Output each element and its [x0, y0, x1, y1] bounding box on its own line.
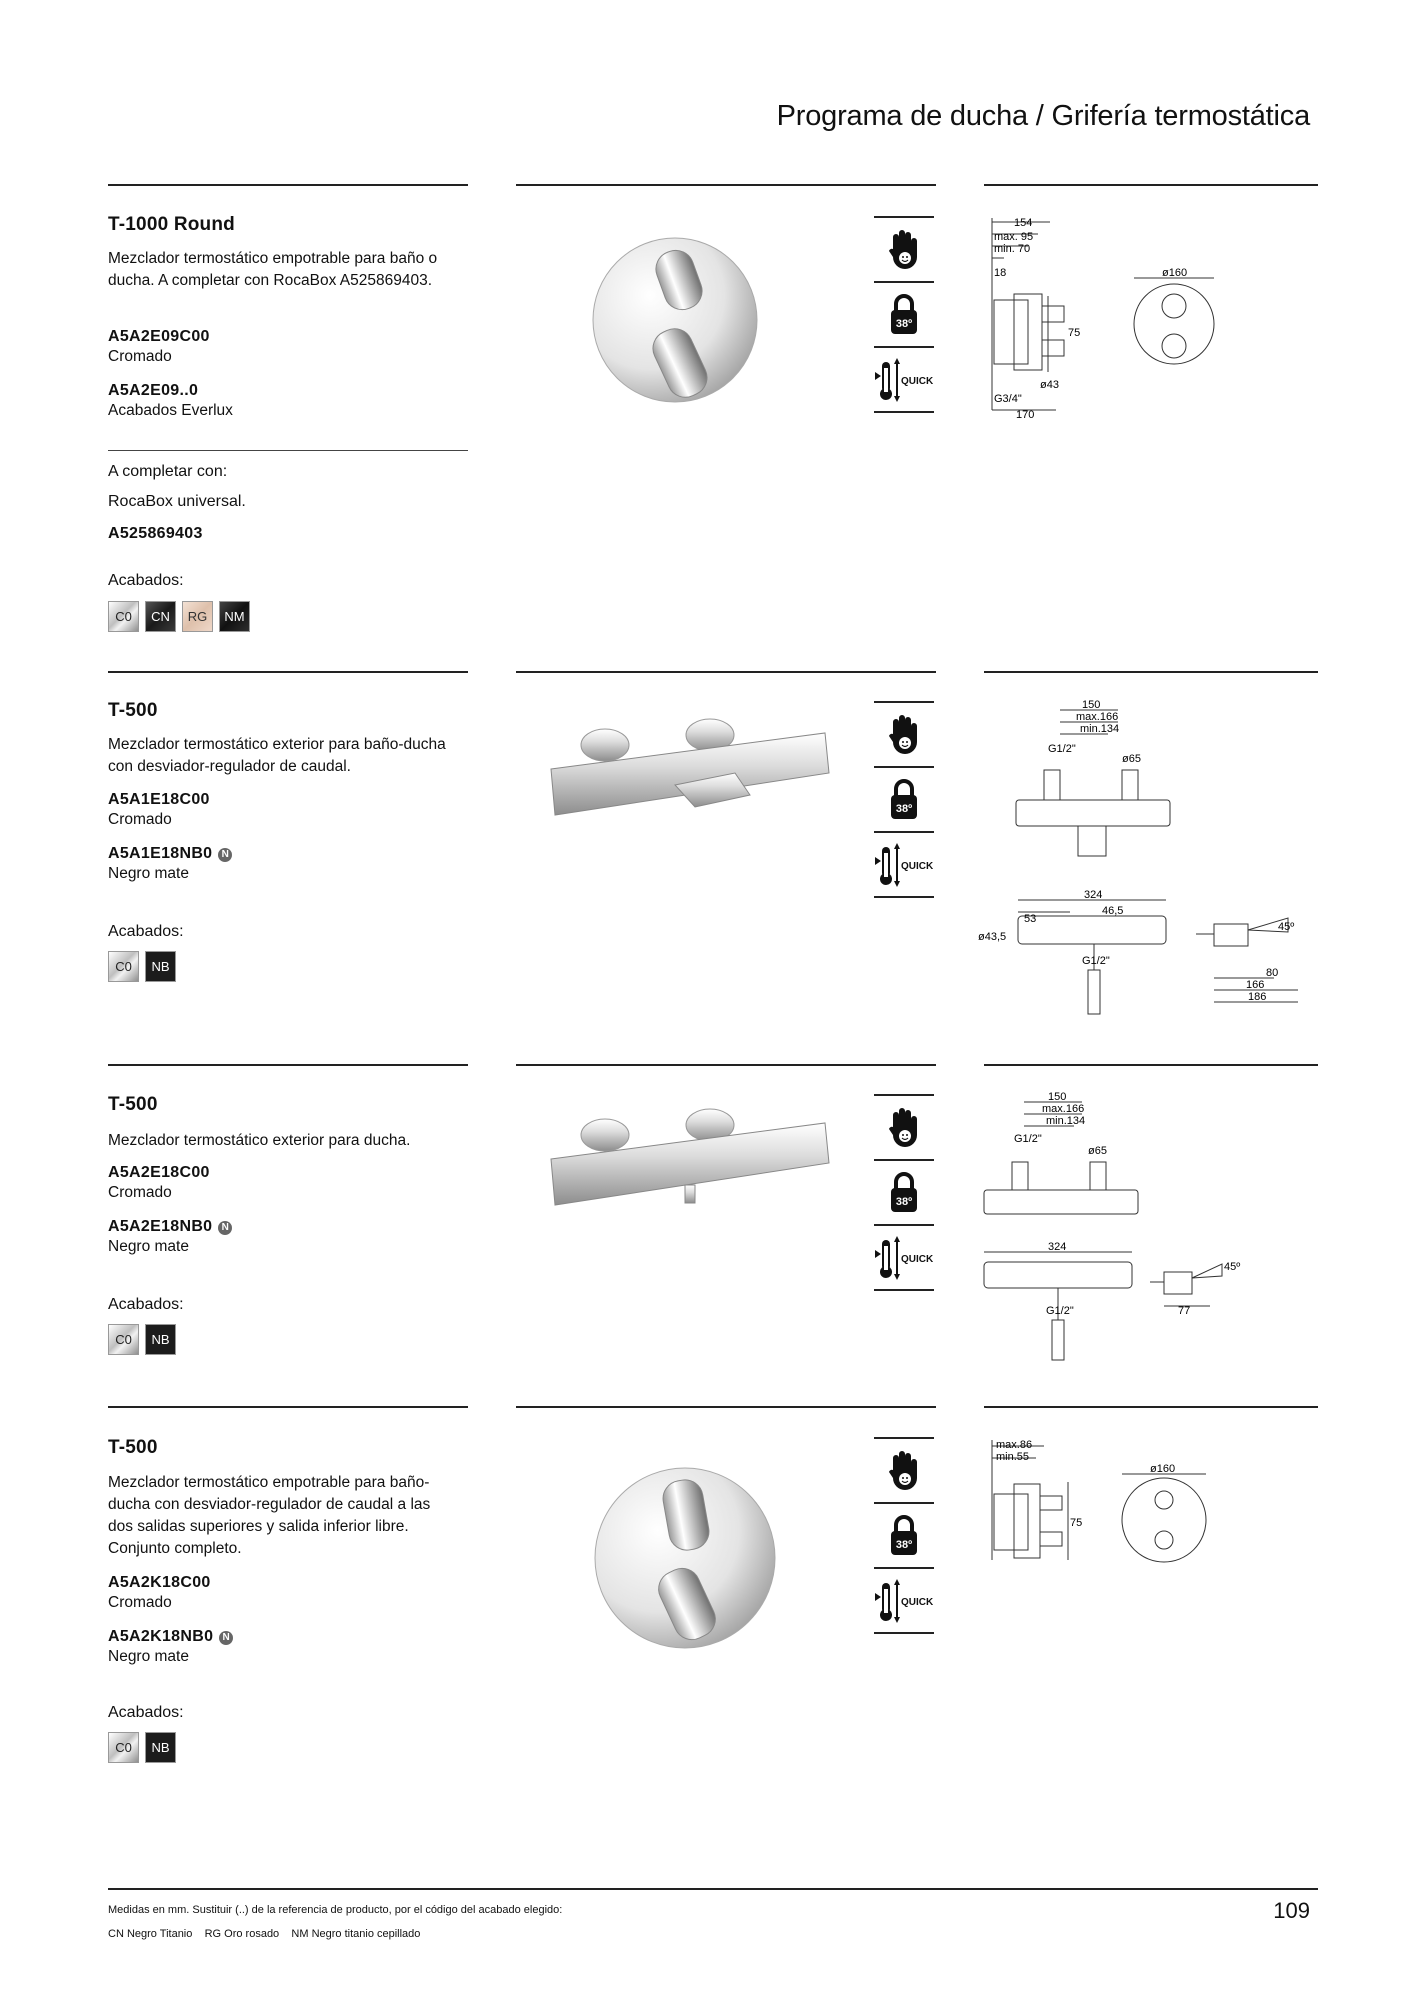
dimension-label: 18: [994, 267, 1007, 279]
product-code: A5A2K18C00: [108, 1574, 211, 1591]
complete-with-label: A completar con:: [108, 463, 228, 480]
finish-swatch: C0: [108, 1732, 139, 1763]
product-name: T-1000 Round: [108, 214, 235, 235]
temp-label: 38º: [895, 1195, 913, 1208]
dimension-label: 53: [1024, 913, 1037, 925]
product-finish: Acabados Everlux: [108, 402, 233, 419]
dimension-label: 46,5: [1102, 905, 1124, 917]
product-finish: Cromado: [108, 348, 172, 365]
section-divider: [984, 1064, 1318, 1066]
dimension-label: 166: [1246, 979, 1265, 991]
product-code-row: [108, 845, 232, 863]
section-divider: [516, 671, 936, 673]
new-badge: N: [218, 848, 232, 862]
temp-label: 38º: [895, 802, 913, 815]
temperature-lock-icon: [874, 766, 934, 831]
divider: [108, 450, 468, 451]
dimension-label: min. 70: [994, 243, 1031, 255]
product-image: [545, 715, 835, 825]
safe-touch-icon: [874, 1094, 934, 1159]
dimension-label: 324: [1048, 1241, 1067, 1253]
section-divider: [516, 1064, 936, 1066]
dimension-label: 154: [1014, 217, 1033, 229]
quick-label: QUICK: [901, 860, 933, 872]
product-name: T-500: [108, 1437, 158, 1458]
dimension-label: ø65: [1122, 753, 1141, 765]
dimension-label: 186: [1248, 991, 1267, 1003]
section-divider: [108, 1064, 468, 1066]
finish-swatch: CN: [145, 601, 176, 632]
product-finish: Negro mate: [108, 865, 189, 882]
dimension-label: ø160: [1150, 1463, 1176, 1475]
product-code: A5A1E18NB0: [108, 845, 213, 862]
quick-label: QUICK: [901, 1596, 933, 1608]
finish-swatch: C0: [108, 601, 139, 632]
product-finish: Cromado: [108, 811, 172, 828]
complete-with-code: A525869403: [108, 525, 203, 542]
product-name: T-500: [108, 1094, 158, 1115]
feature-icons: [874, 216, 934, 413]
product-description: Mezclador termostático exterior para ducha.: [108, 1132, 411, 1149]
section-divider: [516, 1406, 936, 1408]
dimension-label: ø43,5: [978, 931, 1007, 943]
finish-swatch: RG: [182, 601, 213, 632]
product-image: [545, 1105, 835, 1215]
complete-with-item: RocaBox universal.: [108, 493, 246, 510]
temp-label: 38º: [895, 1538, 913, 1551]
footer-divider: [108, 1888, 1318, 1890]
dimension-label: 77: [1178, 1305, 1191, 1317]
quick-response-icon: [874, 346, 934, 413]
dimension-label: max. 95: [994, 231, 1034, 243]
dimension-label: G1/2": [1046, 1305, 1074, 1317]
temp-label: 38º: [895, 317, 913, 330]
section-divider: [108, 671, 468, 673]
technical-drawing: [984, 1436, 1224, 1570]
product-finish: Cromado: [108, 1594, 172, 1611]
product-finish: Negro mate: [108, 1238, 189, 1255]
quick-label: QUICK: [901, 375, 933, 387]
dimension-label: 45º: [1278, 921, 1295, 933]
dimension-label: min.134: [1080, 723, 1120, 735]
section-divider: [984, 1406, 1318, 1408]
section-divider: [516, 184, 936, 186]
product-code: A5A2E18C00: [108, 1164, 210, 1181]
product-image: [590, 1458, 790, 1658]
section-divider: [108, 184, 468, 186]
feature-icons: [874, 1437, 934, 1634]
dimension-label: ø65: [1088, 1145, 1107, 1157]
product-code: A5A2K18NB0: [108, 1628, 214, 1645]
dimension-label: max.166: [1076, 711, 1119, 723]
quick-response-icon: [874, 1567, 934, 1634]
dimension-label: max.86: [996, 1439, 1033, 1451]
footer-note: Medidas en mm. Sustituir (..) de la referencia de producto, por el código del acabado elegido:: [108, 1904, 563, 1916]
temperature-lock-icon: [874, 1502, 934, 1567]
new-badge: N: [218, 1221, 232, 1235]
new-badge: N: [219, 1631, 233, 1645]
safe-touch-icon: [874, 1437, 934, 1502]
quick-response-icon: [874, 1224, 934, 1291]
page-number: 109: [1273, 1898, 1310, 1923]
dimension-label: 150: [1082, 700, 1101, 711]
dimension-label: G1/2": [1082, 955, 1110, 967]
finishes-label: Acabados:: [108, 923, 184, 940]
dimension-label: 75: [1068, 327, 1081, 339]
product-name: T-500: [108, 700, 158, 721]
dimension-label: 45º: [1224, 1261, 1241, 1273]
quick-response-icon: [874, 831, 934, 898]
finish-swatches: [108, 1324, 176, 1355]
dimension-label: G1/2": [1014, 1133, 1042, 1145]
dimension-label: 324: [1084, 889, 1103, 901]
finish-swatches: [108, 1732, 176, 1763]
page-title: Programa de ducha / Grifería termostática: [776, 100, 1310, 132]
dimension-label: min.134: [1046, 1115, 1086, 1127]
temperature-lock-icon: [874, 281, 934, 346]
product-code: A5A2E18NB0: [108, 1218, 213, 1235]
dimension-label: 170: [1016, 409, 1035, 420]
technical-drawing: [978, 700, 1318, 1020]
product-code: A5A1E18C00: [108, 791, 210, 808]
product-description: Mezclador termostático empotrable para baño-ducha con desviador-regulador de caudal a las dos salidas superiores y salida inferior libre. Conjunto completo.: [108, 1474, 431, 1557]
dimension-label: G3/4": [994, 393, 1022, 405]
product-code: A5A2E09..0: [108, 382, 199, 399]
finish-swatch: C0: [108, 951, 139, 982]
product-image: [590, 220, 770, 420]
finish-swatch: NB: [145, 1324, 176, 1355]
product-description: Mezclador termostático empotrable para baño o ducha. A completar con RocaBox A525869403.: [108, 250, 438, 289]
finish-swatches: [108, 601, 250, 632]
quick-label: QUICK: [901, 1253, 933, 1265]
section-divider: [108, 1406, 468, 1408]
dimension-label: ø160: [1162, 267, 1188, 279]
technical-drawing: [984, 214, 1224, 420]
finish-swatch: NM: [219, 601, 250, 632]
dimension-label: G1/2": [1048, 743, 1076, 755]
footer-legend: CN Negro Titanio RG Oro rosado NM Negro titanio cepillado: [108, 1928, 421, 1940]
finishes-label: Acabados:: [108, 572, 184, 589]
finishes-label: Acabados:: [108, 1704, 184, 1721]
section-divider: [984, 184, 1318, 186]
finish-swatch: NB: [145, 1732, 176, 1763]
dimension-label: min.55: [996, 1451, 1030, 1463]
feature-icons: [874, 1094, 934, 1291]
dimension-label: 80: [1266, 967, 1279, 979]
section-divider: [984, 671, 1318, 673]
finish-swatch: NB: [145, 951, 176, 982]
finishes-label: Acabados:: [108, 1296, 184, 1313]
product-code-row: [108, 1628, 233, 1646]
dimension-label: 75: [1070, 1517, 1083, 1529]
dimension-label: 150: [1048, 1092, 1067, 1103]
product-description: Mezclador termostático exterior para baño-ducha con desviador-regulador de caudal.: [108, 736, 446, 775]
dimension-label: max.166: [1042, 1103, 1085, 1115]
product-finish: Cromado: [108, 1184, 172, 1201]
product-code: A5A2E09C00: [108, 328, 210, 345]
technical-drawing: [978, 1092, 1278, 1372]
dimension-label: ø43: [1040, 379, 1059, 391]
product-code-row: [108, 1218, 232, 1236]
finish-swatch: C0: [108, 1324, 139, 1355]
feature-icons: [874, 701, 934, 898]
temperature-lock-icon: [874, 1159, 934, 1224]
safe-touch-icon: [874, 701, 934, 766]
safe-touch-icon: [874, 216, 934, 281]
finish-swatches: [108, 951, 176, 982]
product-finish: Negro mate: [108, 1648, 189, 1665]
